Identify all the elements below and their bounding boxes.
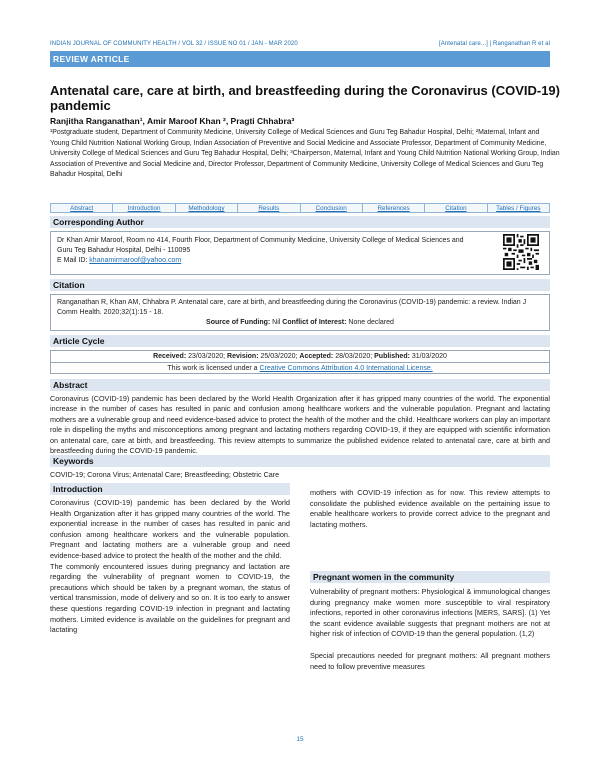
citation-box: [50, 294, 550, 331]
conflict-label: Conflict of Interest:: [282, 319, 347, 326]
pregnant-women-paragraph-1: Vulnerability of pregnant mothers: Physiological & immunological changes during pregnancy make women more susceptible to viral respiratory infections, reported in other coronavirus infections [MERS, SARS]. (1) Yet the scant evidence available suggests that pregnant mothers are not at higher risk of infection of COVID-19 than the general population. (1,2): [310, 587, 550, 639]
introduction-paragraph-2: The commonly encountered issues during pregnancy and lactation are regarding the vulnerability of pregnant women to COVID-19, the precautions which should be taken by a pregnant woman, the status of vertical transmission, mode of delivery and so on. It is too early to answer these questions regarding COVID-19 infection in pregnant and lactating mothers. Limited evidence is available on the guidelines for pregnant and lactating: [50, 561, 290, 635]
keywords-text: COVID-19; Corona Virus; Antenatal Care; Breastfeeding; Obstetric Care: [50, 470, 280, 479]
funding-line: [51, 318, 549, 328]
nav-link-methodology[interactable]: Methodology: [176, 204, 238, 212]
revision-label: Revision:: [227, 353, 259, 360]
article-type-bar: REVIEW ARTICLE: [50, 51, 550, 67]
published-label: Published:: [374, 353, 410, 360]
introduction-heading: Introduction: [50, 483, 290, 495]
article-cycle-box: [50, 350, 550, 374]
page-number: 15: [296, 736, 304, 743]
email-label: E Mail ID:: [57, 257, 90, 264]
nav-link-results[interactable]: Results: [238, 204, 300, 212]
dates-row: [51, 351, 549, 363]
abstract-heading: Abstract: [50, 379, 550, 391]
nav-link-conclusion[interactable]: Conclusion: [301, 204, 363, 212]
email-link[interactable]: khanamirmaroof@yahoo.com: [89, 257, 182, 264]
article-cycle-heading: Article Cycle: [50, 335, 550, 347]
pregnant-women-body: [310, 587, 550, 672]
license-link[interactable]: Creative Commons Attribution 4.0 International License.: [259, 365, 433, 372]
abstract-text: Coronavirus (COVID-19) pandemic has been declared by the World Health Organization after it has gripped many countries of the world. The exponential increase in the number of cases has resulted in panic and confusion among healthcare workers and the vulnerable population. Pregnant and lactating mothers are a vulnerable group and need evidence-based advice to protect the health of the mother and the child. Healthcare workers can play an important role in dispelling the myths and misconceptions among pregnant and lactating mothers regarding COVID-19, if they are equipped with scientific information on antenatal care, care at birth, and breastfeeding. This review attempts to summarize the published evidence related to antenatal care, care at birth and breastfeeding during the COVID-19 pandemic.: [50, 394, 550, 456]
received-date: 23/03/2020;: [186, 353, 228, 360]
received-label: Received:: [153, 353, 187, 360]
corresponding-address: Dr Khan Amir Maroof, Room no 414, Fourth Floor, Department of Community Medicine, University College of Medical Sciences and Guru Teg Bahadur Hospital, Delhi - 110095: [57, 237, 464, 254]
section-nav: [50, 203, 550, 213]
nav-link-introduction[interactable]: Introduction: [113, 204, 175, 212]
license-prefix: This work is licensed under a: [167, 365, 260, 372]
corresponding-author-box: [50, 231, 550, 275]
running-header: [50, 41, 550, 47]
pregnant-women-paragraph-2: Special precautions needed for pregnant mothers: All pregnant mothers need to follow preventive measures: [310, 650, 550, 671]
accepted-label: Accepted:: [299, 353, 334, 360]
license-row: [51, 363, 549, 374]
pregnant-women-heading: Pregnant women in the community: [310, 571, 550, 583]
corresponding-author-heading: Corresponding Author: [50, 216, 550, 228]
introduction-body: [50, 498, 290, 636]
keywords-heading: Keywords: [50, 455, 550, 467]
conflict-value: None declared: [346, 319, 394, 326]
nav-link-abstract[interactable]: Abstract: [51, 204, 113, 212]
journal-info: INDIAN JOURNAL OF COMMUNITY HEALTH / VOL 32 / ISSUE NO 01 / JAN - MAR 2020: [50, 41, 298, 47]
corresponding-author-details: [57, 236, 477, 266]
intro-continued: mothers with COVID-19 infection as for now. This review attempts to consolidate the published evidence available on the pertaining issue to enable healthcare workers to provide correct advice to the pregnant and lactating mothers.: [310, 488, 550, 529]
revision-date: 25/03/2020;: [258, 353, 300, 360]
published-date: 31/03/2020: [409, 353, 447, 360]
funding-label: Source of Funding:: [206, 319, 271, 326]
author-list: Ranjitha Ranganathan¹, Amir Maroof Khan ², Pragti Chhabra³: [50, 116, 295, 126]
running-title: [Antenatal care...] | Ranganathan R et al: [438, 41, 550, 47]
citation-text: Ranganathan R, Khan AM, Chhabra P. Antenatal care, care at birth, and breastfeeding during the Coronavirus (COVID-19) pandemic: a review. Indian J Comm Health. 2020;32(1):15 - 18.: [57, 299, 527, 316]
accepted-date: 28/03/2020;: [333, 353, 375, 360]
citation-heading: Citation: [50, 279, 550, 291]
qr-code-icon: [503, 234, 539, 270]
article-title: Antenatal care, care at birth, and breastfeeding during the Coronavirus (COVID-19) pandemic: [50, 83, 560, 113]
affiliations: ¹Postgraduate student, Department of Community Medicine, University College of Medical Sciences and Guru Teg Bahadur Hospital, Delhi; ²Maternal, Infant and Young Child Nutrition National Working Group, Indian Association of Preventive and Social Medicine and Associate Professor, Department of Community Medicine, University College of Medical Sciences and Guru Teg Bahadur Hospital, Delhi; ³Chairperson, Maternal, Infant and Young Child Nutrition National Working Group, Indian Association of Preventive and Social Medicine and, Director Professor, Department of Community Medicine, University College of Medical Sciences and Guru Teg Bahadur Hospital, Delhi: [50, 129, 560, 179]
nav-link-citation[interactable]: Citation: [425, 204, 487, 212]
funding-value: Nil: [270, 319, 283, 326]
introduction-paragraph-1: Coronavirus (COVID-19) pandemic has been declared by the World Health Organization after it has gripped many countries of the world. The exponential increase in the number of cases has resulted in panic and confusion among healthcare workers and the vulnerable population. Pregnant and lactating mothers are a vulnerable group and need evidence-based advice to protect the health of the mother and the child.: [50, 498, 290, 560]
nav-link-references[interactable]: References: [363, 204, 425, 212]
nav-link-tables-figures[interactable]: Tables / Figures: [496, 205, 541, 212]
